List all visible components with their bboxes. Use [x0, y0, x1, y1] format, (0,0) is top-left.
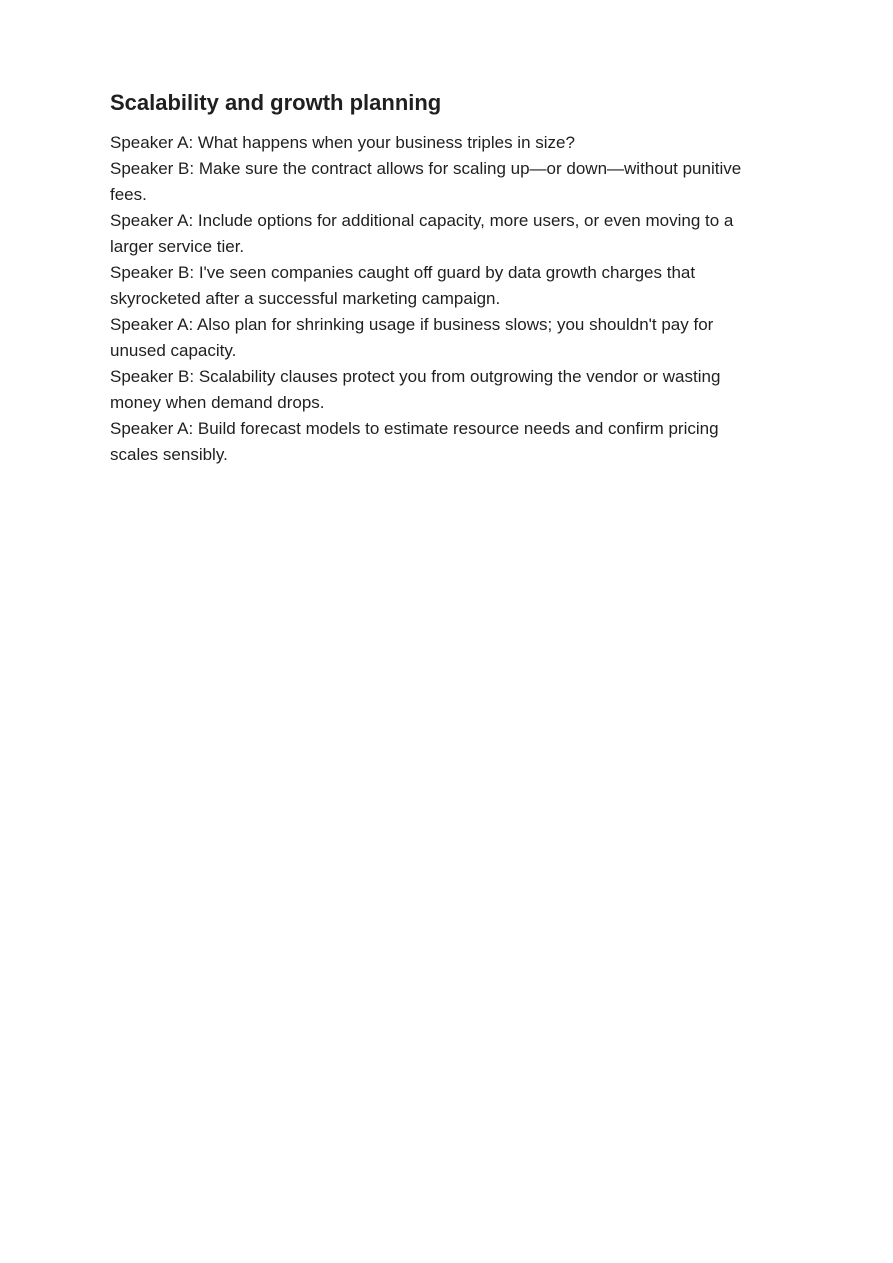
transcript-line: Speaker A: Also plan for shrinking usage if business slows; you shouldn't pay for unused capacity.	[110, 315, 714, 360]
transcript-line: Speaker A: Build forecast models to estimate resource needs and confirm pricing scales sensibly.	[110, 419, 719, 464]
transcript-line: Speaker B: I've seen companies caught off guard by data growth charges that skyrocketed after a successful marketing campaign.	[110, 263, 696, 308]
transcript-line: Speaker A: Include options for additional capacity, more users, or even moving to a larger service tier.	[110, 211, 734, 256]
transcript-line: Speaker A: What happens when your business triples in size?	[110, 133, 575, 152]
document-title: Scalability and growth planning	[110, 90, 442, 115]
document-page	[110, 88, 770, 468]
transcript	[110, 130, 770, 468]
transcript-line: Speaker B: Make sure the contract allows for scaling up—or down—without punitive fees.	[110, 159, 742, 204]
transcript-line: Speaker B: Scalability clauses protect you from outgrowing the vendor or wasting money when demand drops.	[110, 367, 721, 412]
